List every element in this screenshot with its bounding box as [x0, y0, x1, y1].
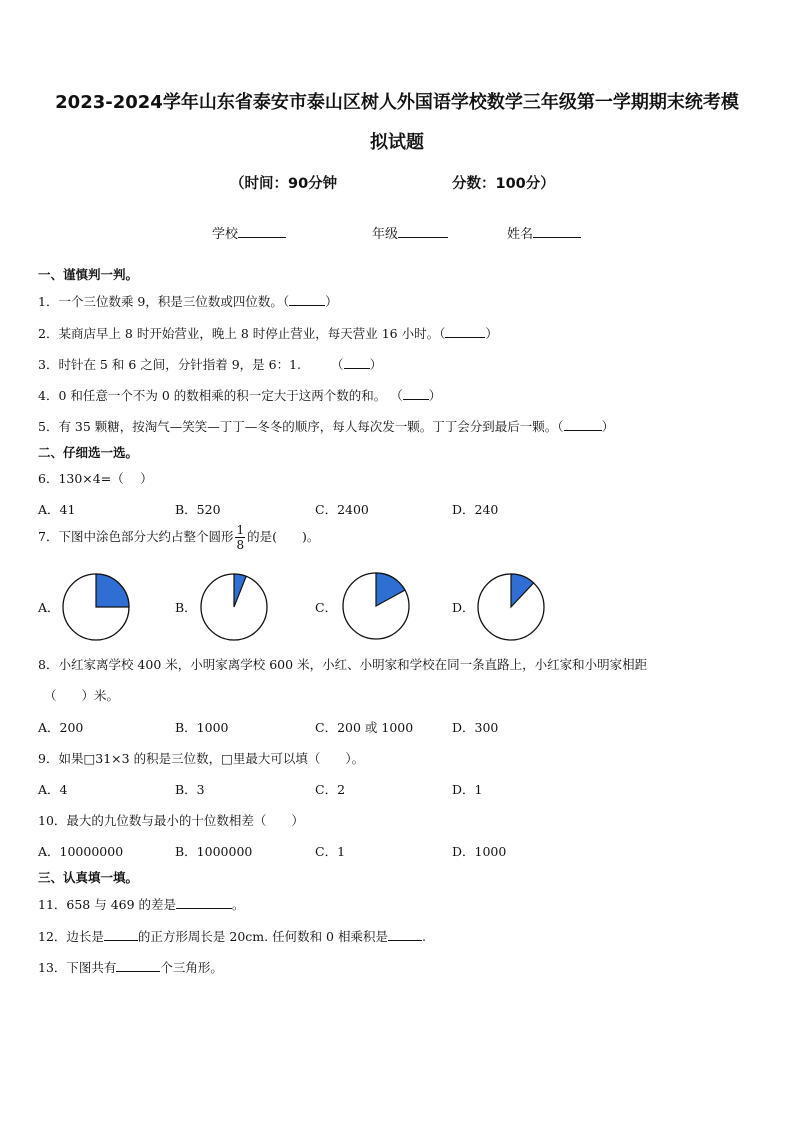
grade-label: 年级 [372, 227, 399, 242]
question-2: 2．某商店早上 8 时开始营业，晚上 8 时停止营业，每天营业 16 小时。（ ） [38, 326, 498, 341]
section1-title: 一、谨慎判一判。 [38, 267, 139, 282]
name-field[interactable] [507, 223, 581, 242]
q10-option-b[interactable]: B．1000000 [175, 844, 253, 859]
exam-time: （时间：90分钟 [230, 176, 338, 192]
question-8-line2: （ ）米。 [44, 688, 120, 703]
q1-answer-blank[interactable] [289, 292, 325, 306]
school-label: 学校 [212, 227, 239, 242]
section2-title: 二、仔细选一选。 [38, 445, 139, 460]
q3-answer-blank[interactable] [344, 355, 370, 369]
q7-option-d-label[interactable]: D． [452, 600, 475, 615]
question-1: 1．一个三位数乘 9，积是三位数或四位数。（ ） [38, 294, 338, 309]
q4-answer-blank[interactable] [403, 386, 429, 400]
school-field[interactable] [212, 223, 286, 242]
q7-option-b-label[interactable]: B． [175, 600, 197, 615]
q12-side-blank[interactable] [104, 927, 138, 941]
exam-score: 分数：100分） [452, 176, 555, 192]
q10-option-d[interactable]: D．1000 [452, 844, 507, 859]
question-3: 3．时针在 5 和 6 之间，分针指着 9，是 6：1. （ ） [38, 357, 383, 372]
q10-option-a[interactable]: A．10000000 [38, 844, 124, 859]
q7-option-a-label[interactable]: A． [38, 600, 60, 615]
name-blank[interactable] [533, 224, 581, 238]
q9-option-d[interactable]: D．1 [452, 782, 483, 797]
pie-d[interactable] [476, 572, 546, 642]
question-11: 11．658 与 469 的差是 。 [38, 897, 245, 912]
q8-option-c[interactable]: C．200 或 1000 [315, 720, 414, 735]
grade-blank[interactable] [398, 224, 448, 238]
question-12: 12．边长是 的正方形周长是 20cm. 任何数和 0 相乘积是 . [38, 929, 426, 944]
question-9: 9．如果□31×3 的积是三位数，□里最大可以填（ ）。 [38, 751, 365, 766]
exam-title-line2: 拟试题 [370, 132, 424, 153]
grade-field[interactable] [372, 223, 448, 242]
q6-option-a[interactable]: A．41 [38, 502, 76, 517]
q9-option-b[interactable]: B．3 [175, 782, 205, 797]
pie-a[interactable] [61, 572, 131, 642]
q8-option-a[interactable]: A．200 [38, 720, 84, 735]
q5-answer-blank[interactable] [564, 417, 602, 431]
q12-product-blank[interactable] [388, 927, 422, 941]
section3-title: 三、认真填一填。 [38, 870, 139, 885]
q8-option-d[interactable]: D．300 [452, 720, 499, 735]
question-7: 7．下图中涂色部分大约占整个圆形 $\frac{1}{8}$ 的是( )。 [38, 523, 320, 552]
question-6: 6．130×4=（ ） [38, 471, 153, 486]
question-4: 4．0 和任意一个不为 0 的数相乘的积一定大于这两个数的和。 （ ） [38, 388, 442, 403]
question-13: 13．下图共有 个三角形。 [38, 960, 223, 975]
q7-option-c-label[interactable]: C． [315, 600, 338, 615]
q10-option-c[interactable]: C．1 [315, 844, 346, 859]
q6-option-c[interactable]: C．2400 [315, 502, 369, 517]
pie-b[interactable] [199, 572, 269, 642]
pie-shaded-sector [96, 574, 129, 607]
q13-answer-blank[interactable] [116, 958, 160, 972]
pie-c[interactable] [341, 571, 411, 641]
exam-title-line1: 2023-2024学年山东省泰安市泰山区树人外国语学校数学三年级第一学期期末统考模 [55, 92, 739, 113]
q9-option-c[interactable]: C．2 [315, 782, 346, 797]
school-blank[interactable] [238, 224, 286, 238]
q2-answer-blank[interactable] [445, 324, 485, 338]
fraction-one-eighth: $\frac{1}{8}$ [236, 523, 245, 552]
q9-option-a[interactable]: A．4 [38, 782, 68, 797]
q6-option-b[interactable]: B．520 [175, 502, 221, 517]
question-5: 5．有 35 颗糖，按淘气—笑笑—丁丁—冬冬的顺序，每人每次发一颗。丁丁会分到最后一颗。（ ） [38, 419, 615, 434]
question-10: 10．最大的九位数与最小的十位数相差（ ） [38, 813, 304, 828]
name-label: 姓名 [507, 227, 534, 242]
q8-option-b[interactable]: B．1000 [175, 720, 229, 735]
question-8-line1: 8．小红家离学校 400 米，小明家离学校 600 米，小红、小明家和学校在同一条直路上，小红家和小明家相距 [38, 657, 648, 672]
q11-answer-blank[interactable] [176, 895, 232, 909]
q6-option-d[interactable]: D．240 [452, 502, 499, 517]
